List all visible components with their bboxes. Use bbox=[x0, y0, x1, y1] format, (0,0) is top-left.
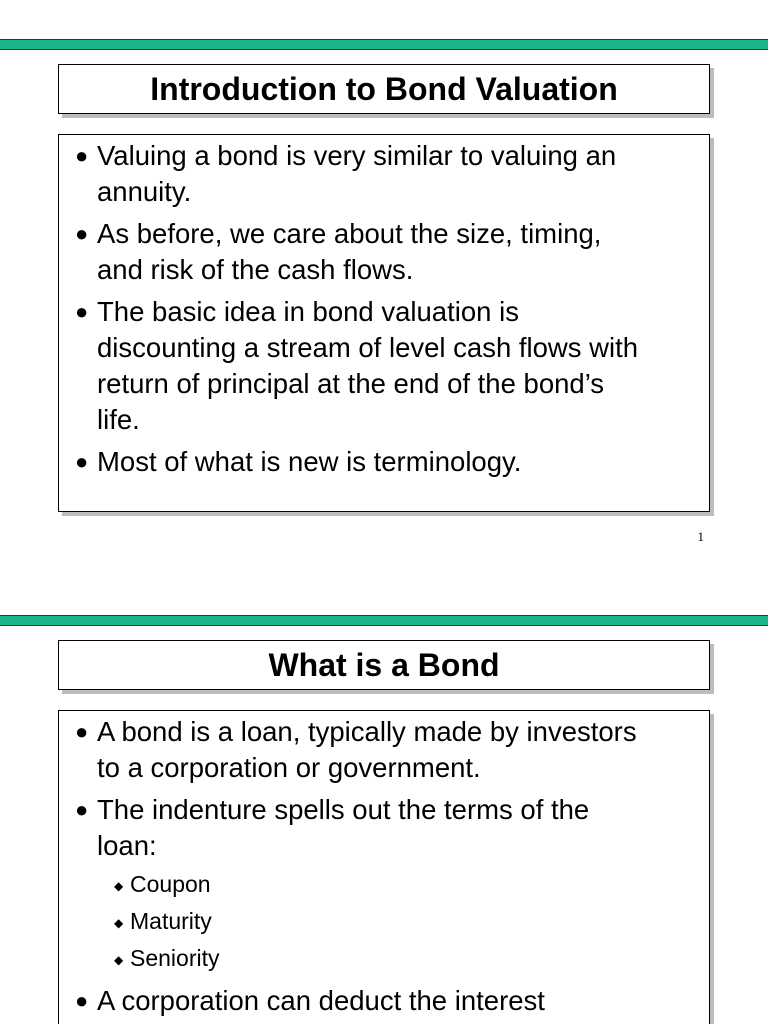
bullet-item bbox=[73, 294, 695, 438]
bullet-line: life. bbox=[97, 404, 140, 435]
bullet-line: The indenture spells out the terms of the bbox=[97, 794, 590, 825]
bullet-line: Valuing a bond is very similar to valuing an bbox=[97, 140, 617, 171]
slide-content-box bbox=[58, 710, 710, 1024]
bullet-dot-icon: ● bbox=[75, 143, 89, 168]
diamond-bullet-icon: ◆ bbox=[114, 953, 124, 967]
bullet-item bbox=[73, 792, 695, 977]
bullet-line: return of principal at the end of the bond’s bbox=[97, 368, 605, 399]
bullet-dot-icon: ● bbox=[75, 988, 89, 1013]
bullet-item bbox=[73, 138, 695, 210]
slide-title-box bbox=[58, 640, 710, 690]
bullet-dot-icon: ● bbox=[75, 221, 89, 246]
bullet-dot-icon: ● bbox=[75, 449, 89, 474]
bullet-line: A bond is a loan, typically made by investors bbox=[97, 716, 637, 747]
bullet-line: to a corporation or government. bbox=[97, 752, 481, 783]
bullet-line: As before, we care about the size, timing, bbox=[97, 218, 602, 249]
accent-bar bbox=[0, 39, 768, 50]
slide-2 bbox=[0, 576, 768, 1024]
slide-title: Introduction to Bond Valuation bbox=[150, 71, 618, 107]
sub-bullet-label: Coupon bbox=[130, 871, 211, 897]
bullet-line: loan: bbox=[97, 830, 157, 861]
bullet-dot-icon: ● bbox=[75, 299, 89, 324]
bullet-item bbox=[73, 714, 695, 786]
bullet-line: Most of what is new is terminology. bbox=[97, 446, 522, 477]
bullet-list bbox=[73, 138, 695, 480]
bullet-dot-icon: ● bbox=[75, 797, 89, 822]
bullet-line: discounting a stream of level cash flows with bbox=[97, 332, 639, 363]
sub-bullet-list bbox=[97, 866, 695, 977]
bullet-dot-icon: ● bbox=[75, 719, 89, 744]
bullet-item bbox=[73, 983, 695, 1019]
sub-bullet-label: Maturity bbox=[130, 908, 212, 934]
bullet-line: The basic idea in bond valuation is bbox=[97, 296, 519, 327]
sub-bullet-item bbox=[97, 866, 695, 903]
bullet-line: and risk of the cash flows. bbox=[97, 254, 414, 285]
bullet-line: A corporation can deduct the interest bbox=[97, 985, 545, 1016]
sub-bullet-label: Seniority bbox=[130, 945, 220, 971]
diamond-bullet-icon: ◆ bbox=[114, 916, 124, 930]
sub-bullet-item bbox=[97, 940, 695, 977]
bullet-item bbox=[73, 444, 695, 480]
slide-content-box bbox=[58, 134, 710, 512]
bullet-list bbox=[73, 714, 695, 1019]
slide-title-box bbox=[58, 64, 710, 114]
diamond-bullet-icon: ◆ bbox=[114, 879, 124, 893]
slide-title: What is a Bond bbox=[268, 647, 500, 683]
bullet-item bbox=[73, 216, 695, 288]
accent-bar bbox=[0, 615, 768, 626]
bullet-line: annuity. bbox=[97, 176, 192, 207]
sub-bullet-item bbox=[97, 903, 695, 940]
page-number: 1 bbox=[697, 529, 704, 544]
